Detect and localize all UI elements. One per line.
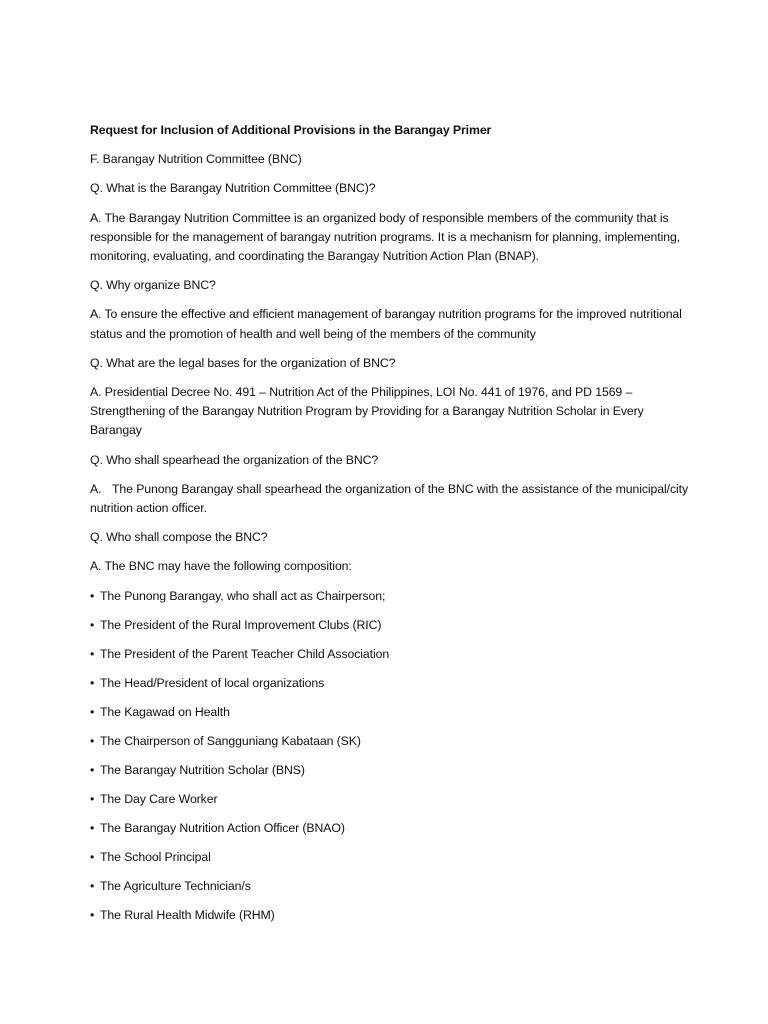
list-item: • The Head/President of local organizations bbox=[90, 674, 690, 693]
answer-5: A. The BNC may have the following composition: bbox=[90, 559, 352, 574]
bullet-icon: • bbox=[90, 820, 95, 835]
list-item: • The Kagawad on Health bbox=[90, 703, 690, 722]
answer-4-text: The Punong Barangay shall spearhead the organization of the BNC with the assistance of the municipal/city nutrition action officer. bbox=[90, 481, 688, 516]
question-2: Q. Why organize BNC? bbox=[90, 278, 216, 293]
bullet-icon: • bbox=[90, 907, 95, 922]
bullet-icon: • bbox=[90, 733, 95, 748]
list-item: • The Agriculture Technician/s bbox=[90, 877, 690, 896]
document-title: Request for Inclusion of Additional Provisions in the Barangay Primer bbox=[90, 123, 492, 137]
document-page bbox=[90, 121, 690, 935]
list-item: • The Punong Barangay, who shall act as Chairperson; bbox=[90, 587, 690, 606]
answer-3: A. Presidential Decree No. 491 – Nutrition Act of the Philippines, LOI No. 441 of 1976, and PD 1569 – Strengthening of the Barangay Nutrition Program by Providing for a Barangay Nutrition Scholar in Every Barangay bbox=[90, 385, 644, 438]
bullet-icon: • bbox=[90, 704, 95, 719]
bullet-icon: • bbox=[90, 646, 95, 661]
section-heading: F. Barangay Nutrition Committee (BNC) bbox=[90, 152, 302, 167]
bullet-icon: • bbox=[90, 617, 95, 632]
question-4: Q. Who shall spearhead the organization of the BNC? bbox=[90, 452, 379, 467]
list-item: • The President of the Rural Improvement Clubs (RIC) bbox=[90, 616, 690, 635]
question-1: Q. What is the Barangay Nutrition Committee (BNC)? bbox=[90, 181, 376, 196]
list-item: • The President of the Parent Teacher Child Association bbox=[90, 645, 690, 664]
list-item: • The Day Care Worker bbox=[90, 790, 690, 809]
answer-4-label: A. bbox=[90, 481, 102, 496]
answer-2: A. To ensure the effective and efficient management of barangay nutrition programs for the improved nutritional status and the promotion of health and well being of the members of the community bbox=[90, 307, 682, 341]
bullet-icon: • bbox=[90, 762, 95, 777]
bullet-icon: • bbox=[90, 588, 95, 603]
bullet-icon: • bbox=[90, 791, 95, 806]
list-item: • The Rural Health Midwife (RHM) bbox=[90, 906, 690, 925]
answer-1: A. The Barangay Nutrition Committee is an organized body of responsible members of the community that is responsible for the management of barangay nutrition programs. It is a mechanism for planning, implementing, monitoring, evaluating, and coordinating the Barangay Nutrition Action Plan (BNAP). bbox=[90, 210, 681, 264]
list-item: • The Barangay Nutrition Action Officer (BNAO) bbox=[90, 819, 690, 838]
answer-4 bbox=[90, 480, 690, 518]
list-item: • The Barangay Nutrition Scholar (BNS) bbox=[90, 761, 690, 780]
list-item: • The Chairperson of Sangguniang Kabataan (SK) bbox=[90, 732, 690, 751]
bullet-icon: • bbox=[90, 675, 95, 690]
bullet-icon: • bbox=[90, 849, 95, 864]
question-5: Q. Who shall compose the BNC? bbox=[90, 530, 268, 545]
bullet-icon: • bbox=[90, 878, 95, 893]
composition-list bbox=[90, 587, 690, 925]
list-item: • The School Principal bbox=[90, 848, 690, 867]
question-3: Q. What are the legal bases for the organization of BNC? bbox=[90, 355, 396, 370]
